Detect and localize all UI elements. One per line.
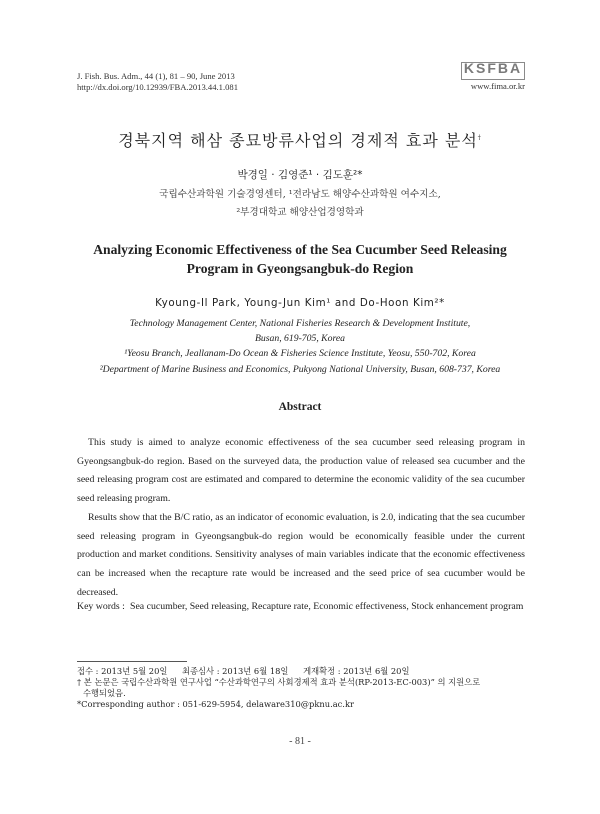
korean-authors: 박경일 · 김영준¹ · 김도훈²* (237, 169, 363, 181)
accepted-date: 게재확정 : 2013년 6월 20일 (303, 666, 410, 676)
english-authors: Kyoung-Il Park, Young-Jun Kim¹ and Do-Hoon Kim²* (155, 297, 445, 309)
english-affiliation-3: ²Department of Marine Business and Economics, Pukyong National University, Busan, 608-737, Korea (99, 364, 501, 375)
english-title (60, 240, 540, 278)
english-affiliation-2: ¹Yeosu Branch, Jeallanam-Do Ocean & Fisheries Science Institute, Yeosu, 550-702, Korea (124, 348, 476, 359)
journal-logo: KSFBA (463, 60, 523, 76)
funding-note-line-2: 수행되었음. (83, 688, 126, 698)
abstract-paragraph-1: This study is aimed to analyze economic effectiveness of the sea cucumber seed releasing program in Gyeongsangbuk-do region. Based on the surveyed data, the production value of released sea cucumber and the seed releasing program cost are estimated and compared to determine the economic validity of the sea cucumber seed releasing program. (77, 437, 525, 505)
korean-affiliation-2: ²부경대학교 해양산업경영학과 (236, 207, 364, 218)
abstract-heading: Abstract (278, 401, 322, 413)
english-affiliation-1b: Busan, 619-705, Korea (254, 333, 346, 344)
footnotes (77, 666, 527, 710)
submission-dates (77, 666, 527, 677)
funding-note-line-1: † 본 논문은 국립수산과학원 연구사업 “수산과학연구의 사회경제적 효과 분석(RP-2013-EC-003)” 의 지원으로 (77, 677, 481, 687)
keywords-label: Key words : (77, 601, 125, 612)
abstract-body (77, 434, 525, 602)
journal-line: J. Fish. Bus. Adm., 44 (1), 81 – 90, June 2013 (77, 71, 235, 81)
english-title-line-1: Analyzing Economic Effectiveness of the Sea Cucumber Seed Releasing (93, 242, 507, 257)
keywords (77, 598, 527, 616)
page-number: - 81 - (289, 736, 311, 747)
english-affiliation-1a: Technology Management Center, National Fisheries Research & Development Institute, (129, 318, 471, 329)
korean-title (0, 128, 600, 151)
corresponding-author-note: *Corresponding author : 051-629-5954, delaware310@pknu.ac.kr (77, 699, 354, 709)
english-title-line-2: Program in Gyeongsangbuk-do Region (186, 261, 414, 276)
korean-affiliation-1: 국립수산과학원 기술경영센터, ¹전라남도 해양수산과학원 여수지소, (159, 189, 441, 200)
journal-website[interactable]: www.fima.or.kr (470, 81, 525, 91)
doi-link[interactable]: http://dx.doi.org/10.12939/FBA.2013.44.1.081 (77, 82, 238, 92)
korean-title-text: 경북지역 해삼 종묘방류사업의 경제적 효과 분석 (118, 131, 478, 150)
footnote-divider (77, 661, 187, 662)
journal-citation (77, 71, 238, 93)
title-footnote-mark: † (477, 134, 482, 142)
abstract-paragraph-2: Results show that the B/C ratio, as an indicator of economic evaluation, is 2.0, indicating that the sea cucumber seed releasing program in Gyeongsangbuk-do region would be economically feasible under the current production and market conditions. Sensitivity analyses of main variables indicate that the economic effectiveness can be increased when the recapture rate would be increased and the seed price of sea cucumber would be decreased. (77, 511, 525, 598)
keywords-text: Sea cucumber, Seed releasing, Recapture rate, Economic effectiveness, Stock enhancement program (130, 601, 524, 612)
revised-date: 최종심사 : 2013년 6월 18일 (182, 666, 289, 676)
received-date: 접수 : 2013년 5월 20일 (77, 666, 168, 676)
